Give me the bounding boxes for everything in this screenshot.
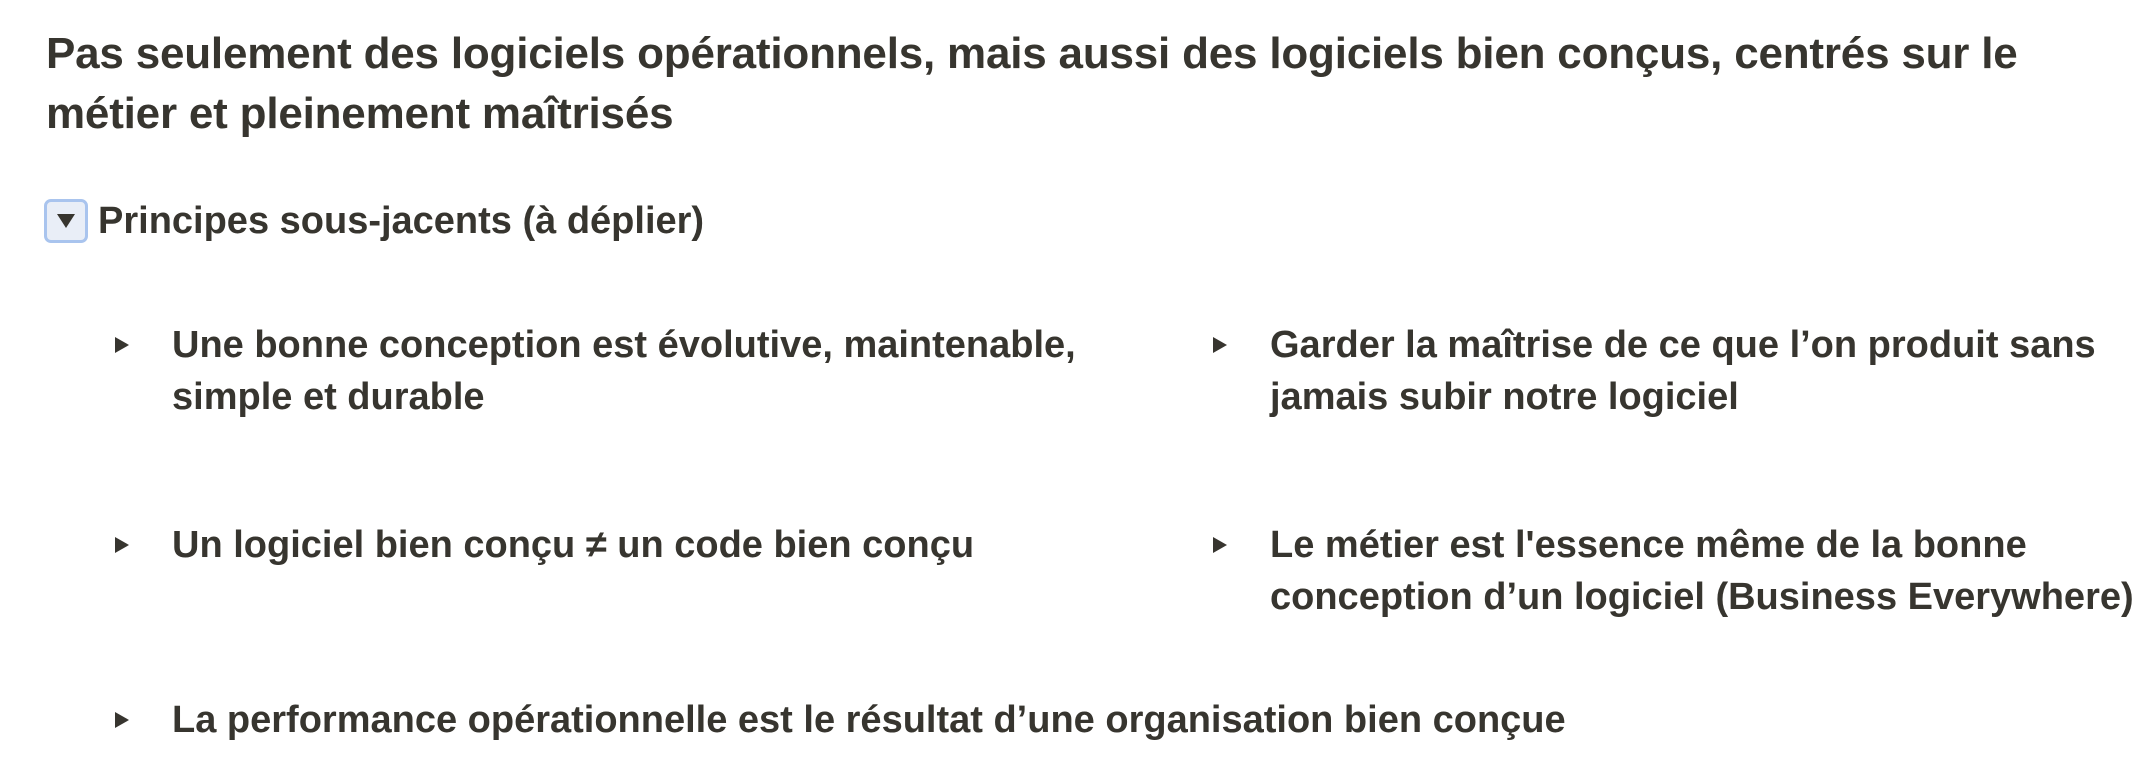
expand-toggle[interactable]: [1212, 319, 1240, 371]
toggle-label: Principes sous-jacents (à déplier): [98, 200, 705, 242]
triangle-right-icon: [1212, 536, 1228, 554]
triangle-right-icon: [1212, 336, 1228, 354]
principles-toggle[interactable]: [44, 192, 704, 250]
toggle-expand-button[interactable]: [44, 199, 88, 243]
principle-item[interactable]: [1212, 519, 2142, 623]
triangle-down-icon: [56, 213, 76, 229]
triangle-right-icon: [114, 336, 130, 354]
principle-label: La performance opérationnelle est le résultat d’une organisation bien conçue: [172, 699, 1566, 741]
principle-label: Le métier est l'essence même de la bonne conception d’un logiciel (Business Everywhere): [1270, 524, 2134, 618]
principle-label: Un logiciel bien conçu ≠ un code bien conçu: [172, 524, 975, 566]
principle-label: Garder la maîtrise de ce que l’on produit sans jamais subir notre logiciel: [1270, 324, 2096, 418]
page-title: Pas seulement des logiciels opérationnels, mais aussi des logiciels bien conçus, centrés sur le métier et pleinement maîtrisés: [46, 29, 2018, 138]
principle-item[interactable]: [1212, 319, 2142, 423]
expand-toggle[interactable]: [1212, 519, 1240, 571]
principle-label: Une bonne conception est évolutive, maintenable, simple et durable: [172, 324, 1076, 418]
triangle-right-icon: [114, 536, 130, 554]
principle-item[interactable]: [114, 519, 1114, 571]
expand-toggle[interactable]: [114, 319, 142, 371]
triangle-right-icon: [114, 711, 130, 729]
principle-item[interactable]: [114, 319, 1114, 423]
expand-toggle[interactable]: [114, 694, 142, 746]
expand-toggle[interactable]: [114, 519, 142, 571]
principle-item[interactable]: [114, 694, 2014, 746]
